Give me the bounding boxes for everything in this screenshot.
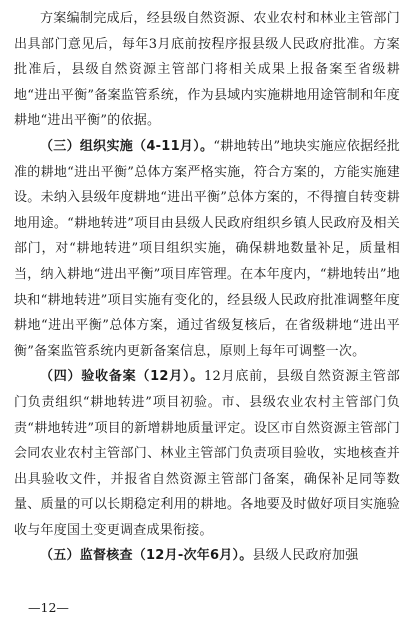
body-text <box>14 6 400 569</box>
paragraph-text: 12月底前，县级自然资源主管部门负责组织“耕地转进”项目初验。市、县级农业农村主管部门负责“耕地转进”项目的新增耕地质量评定。设区市自然资源主管部门会同农业农村主管部门、林业主管部门负责项目验收，实地核查并出具验收文件，并报省自然资源主管部门备案，确保补足同等数量、质量的可以长期稳定利用的耕地。各地要及时做好项目实施验收与年度国土变更调查成果衔接。 <box>14 369 400 538</box>
section-heading-implementation: （三）组织实施（4-11月）。 <box>40 138 214 154</box>
paragraph-approval <box>14 6 400 134</box>
section-heading-acceptance: （四）验收备案（12月）。 <box>40 369 205 385</box>
section-heading-supervision: （五）监督核查（12月-次年6月）。 <box>40 548 253 564</box>
page-number: —12— <box>28 600 69 615</box>
paragraph-text: 方案编制完成后，经县级自然资源、农业农村和林业主管部门出具部门意见后，每年3月底前按程序报县级人民政府批准。方案批准后，县级自然资源主管部门将相关成果上报备案至省级耕地“进出平衡”备案监管系统，作为县域内实施耕地用途管制和年度耕地“进出平衡”的依据。 <box>14 11 400 129</box>
paragraph-supervision <box>14 543 400 569</box>
paragraph-implementation <box>14 134 400 364</box>
paragraph-text: 县级人民政府加强 <box>252 548 359 564</box>
paragraph-acceptance <box>14 364 400 543</box>
paragraph-text: “耕地转出”地块实施应依据经批准的耕地“进出平衡”总体方案严格实施，符合方案的，方能实施建设。未纳入县级年度耕地“进出平衡”总体方案的，不得擅自转变耕地用途。“耕地转进”项目由县级人民政府组织乡镇人民政府及相关部门，对“耕地转进”项目组织实施，确保耕地数量补足，质量相当，纳入耕地“进出平衡”项目库管理。在本年度内，“耕地转出”地块和“耕地转进”项目实施有变化的，经县级人民政府批准调整年度耕地“进出平衡”总体方案，通过省级复核后，在省级耕地“进出平衡”备案监管系统内更新备案信息，原则上每年可调整一次。 <box>14 138 400 359</box>
